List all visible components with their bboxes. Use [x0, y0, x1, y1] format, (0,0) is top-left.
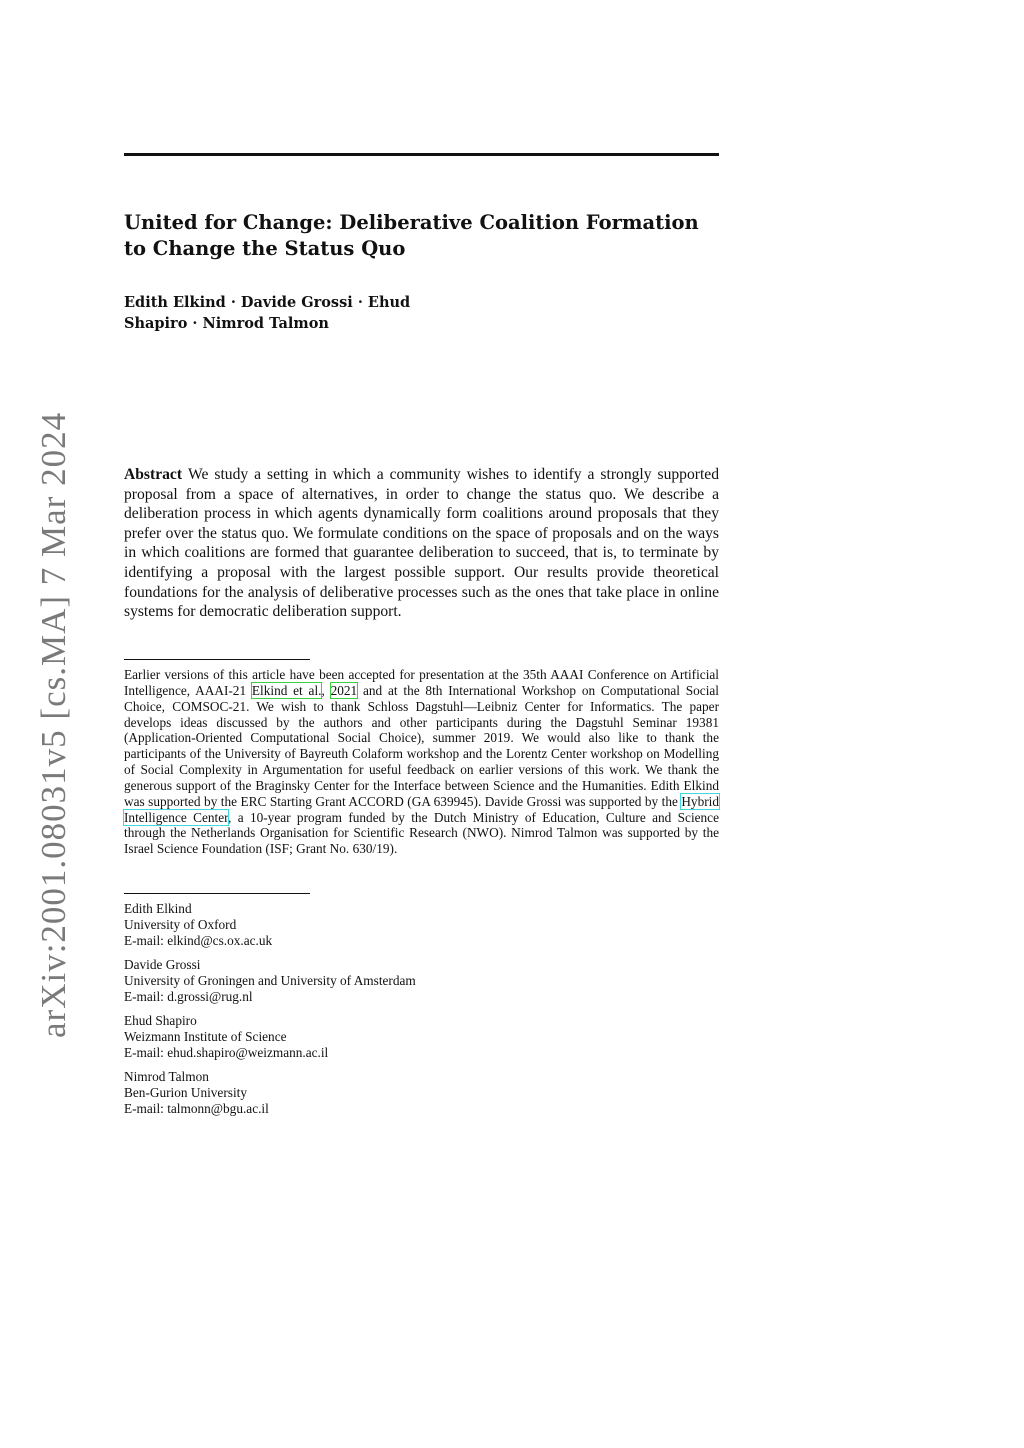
affiliation-email: E-mail: talmonn@bgu.ac.il — [124, 1101, 269, 1116]
footnote-rule — [124, 659, 310, 660]
hybrid-intelligence-link[interactable]: Hybrid Intelligence Center — [124, 793, 719, 825]
affiliation-name: Davide Grossi — [124, 957, 201, 972]
affiliation-block — [124, 957, 719, 1005]
affiliation-block — [124, 1013, 719, 1061]
affiliation-email: E-mail: elkind@cs.ox.ac.uk — [124, 933, 273, 948]
affiliation-name: Ehud Shapiro — [124, 1013, 197, 1028]
citation-year-link[interactable]: 2021 — [330, 682, 358, 698]
affiliation-email: E-mail: d.grossi@rug.nl — [124, 989, 253, 1004]
footnote-text-1: Earlier versions of this article have been accepted for presentation at the 35th AAAI Conference on Artificial Intelligence, AAAI-21 — [124, 667, 719, 698]
arxiv-identifier: arXiv:2001.08031v5 [cs.MA] 7 Mar 2024 — [34, 411, 73, 1038]
paper-title: United for Change: Deliberative Coalition Formation to Change the Status Quo — [124, 211, 699, 260]
affiliation-block — [124, 901, 719, 949]
citation-author-link[interactable]: Elkind et al. — [251, 682, 322, 698]
affiliation-block — [124, 1069, 719, 1117]
affiliation-rule — [124, 893, 310, 894]
abstract-label: Abstract — [124, 466, 183, 483]
affiliation-name: Nimrod Talmon — [124, 1069, 209, 1084]
author-list: Edith Elkind · Davide Grossi · Ehud Shapiro · Nimrod Talmon — [124, 294, 411, 332]
abstract-text: We study a setting in which a community wishes to identify a strongly supported proposal from a space of alternatives, in order to change the status quo. We describe a deliberation process in which agents dynamically form coalitions around proposals that they prefer over the status quo. We formulate conditions on the space of proposals and on the ways in which coalitions are formed that guarantee deliberation to succeed, that is, to terminate by identifying a proposal with the largest possible support. Our results provide theoretical foundations for the analysis of deliberative processes such as the ones that take place in online systems for democratic deliberation support. — [124, 466, 719, 621]
footnote-text-3: , a 10-year program funded by the Dutch Ministry of Education, Culture and Science through the Netherlands Organisation for Scientific Research (NWO). Nimrod Talmon was supported by the Israel Science Foundation (ISF; Grant No. 630/19). — [124, 809, 719, 857]
affiliation-name: Edith Elkind — [124, 901, 192, 916]
affiliation-institution: Ben-Gurion University — [124, 1085, 247, 1100]
footnote — [124, 667, 719, 857]
footnote-text-2: and at the 8th International Workshop on Computational Social Choice, COMSOC-21. We wish to thank Schloss Dagstuhl—Leibniz Center for Informatics. The paper develops ideas discussed by the authors and other participants during the Dagstuhl Seminar 19381 (Application-Oriented Computational Social Choice), summer 2019. We would also like to thank the participants of the University of Bayreuth Colaform workshop and the Lorentz Center workshop on Modelling of Social Complexity in Argumentation for useful feedback on earlier versions of this work. We thank the generous support of the Braginsky Center for the Interface between Science and the Humanities. Edith Elkind was supported by the ERC Starting Grant ACCORD (GA 639945). Davide Grossi was supported by the — [124, 682, 719, 809]
affiliation-institution: Weizmann Institute of Science — [124, 1029, 287, 1044]
affiliation-email: E-mail: ehud.shapiro@weizmann.ac.il — [124, 1045, 329, 1060]
citation-separator: , — [321, 682, 331, 698]
affiliation-institution: University of Groningen and University of Amsterdam — [124, 973, 416, 988]
affiliation-institution: University of Oxford — [124, 917, 237, 932]
title-rule — [124, 153, 719, 156]
abstract — [124, 465, 719, 622]
